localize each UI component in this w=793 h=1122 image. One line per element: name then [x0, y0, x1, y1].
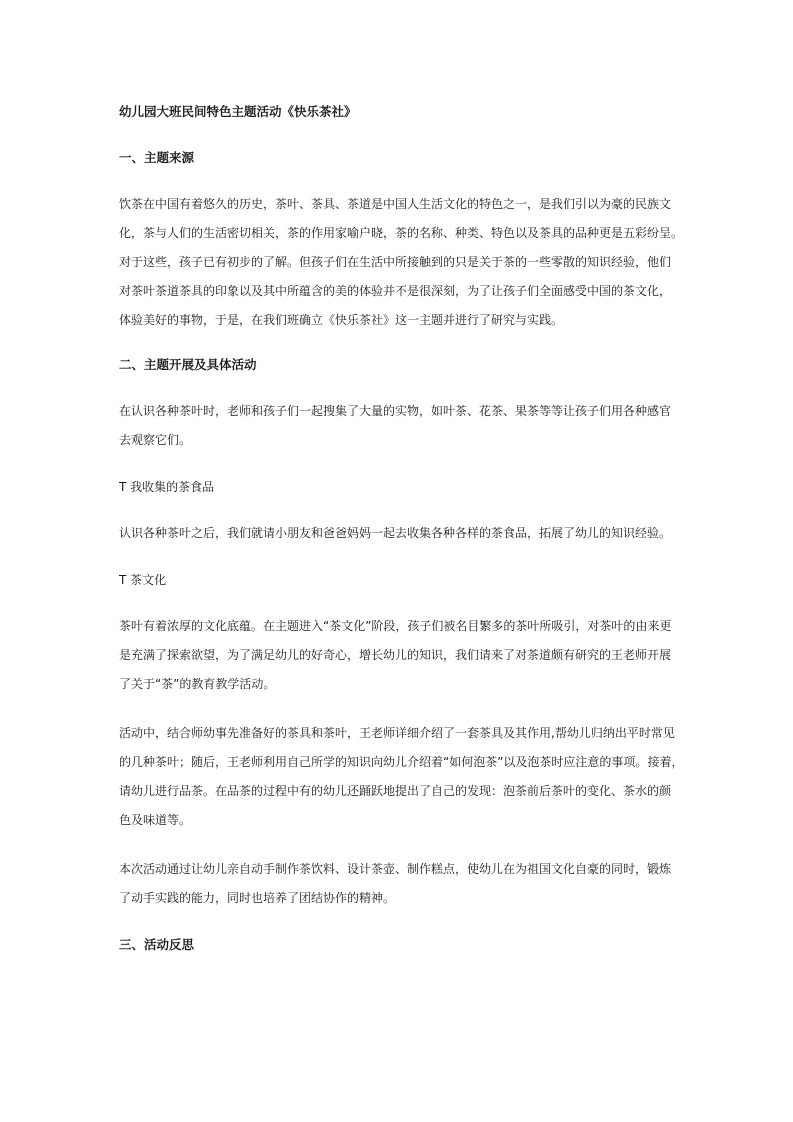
text-line: 活动中，结合师幼事先准备好的茶具和茶叶，王老师详细介绍了一套茶具及其作用,帮幼儿归纳出平时常见	[119, 726, 675, 740]
document-title: 幼儿园大班民间特色主题活动《快乐茶社》	[119, 104, 357, 119]
paragraph-tea-culture-intro	[119, 612, 683, 699]
section-heading-activities: 二、主题开展及具体活动	[119, 357, 257, 372]
section-heading-reflection: 三、活动反思	[119, 937, 195, 952]
text-line: 去观察它们。	[119, 433, 192, 447]
paragraph-activity-summary	[119, 855, 683, 913]
text-line: 了关于“茶”的教育教学活动。	[119, 677, 276, 691]
paragraph-tea-snacks	[119, 519, 683, 548]
text-line: 对于这些，孩子已有初步的了解。但孩子们在生活中所接触到的只是关于茶的一些零散的知识经验，他们	[119, 255, 672, 269]
paragraph-tea-recognition	[119, 397, 683, 455]
text-line: 饮茶在中国有着悠久的历史，茶叶、茶具、茶道是中国人生活文化的特色之一，是我们引以为豪的民族文	[119, 197, 672, 211]
text-line: 本次活动通过让幼儿亲自动手制作茶饮料、设计茶壶、制作糕点，使幼儿在为祖国文化自豪的同时，锻炼	[119, 862, 672, 876]
paragraph-tea-activity	[119, 719, 683, 835]
text-line: 色及味道等。	[119, 813, 192, 827]
text-line: 的几种茶叶；随后，王老师利用自己所学的知识向幼儿介绍着“如何泡茶”以及泡茶时应注意的事项。接着，	[119, 755, 683, 769]
section-heading-topic-origin: 一、主题来源	[119, 150, 195, 165]
text-line: 认识各种茶叶之后，我们就请小朋友和爸爸妈妈一起去收集各种各样的茶食品，拓展了幼儿的知识经验。	[119, 526, 672, 540]
text-line: 化，茶与人们的生活密切相关，茶的作用家喻户晓，茶的名称、种类、特色以及茶具的品种更是五彩纷呈。	[119, 226, 683, 240]
text-line: 在认识各种茶叶时，老师和孩子们一起搜集了大量的实物，如叶茶、花茶、果茶等等让孩子们用各种感官	[119, 404, 672, 418]
text-line: 茶叶有着浓厚的文化底蕴。在主题进入“茶文化”阶段，孩子们被名目繁多的茶叶所吸引，对茶叶的由来更	[119, 619, 672, 633]
text-line: 体验美好的事物，于是，在我们班确立《快乐茶社》这一主题并进行了研究与实践。	[119, 313, 564, 327]
paragraph-topic-origin	[119, 190, 683, 335]
text-line: 请幼儿进行品茶。在品茶的过程中有的幼儿还踊跃地提出了自己的发现：泡茶前后茶叶的变化、茶水的颜	[119, 784, 672, 798]
text-line: 对茶叶茶道茶具的印象以及其中所蕴含的美的体验并不是很深刻，为了让孩子们全面感受中国的茶文化，	[119, 284, 672, 298]
text-line: 了动手实践的能力，同时也培养了团结协作的精神。	[119, 891, 396, 905]
subitem-label-tea-snacks: T 我收集的茶食品	[119, 480, 215, 494]
text-line: 是充满了探索欲望，为了满足幼儿的好奇心，增长幼儿的知识，我们请来了对茶道颇有研究的王老师开展	[119, 648, 672, 662]
subitem-label-tea-culture: T 茶文化	[119, 573, 167, 587]
document-body	[119, 100, 683, 977]
